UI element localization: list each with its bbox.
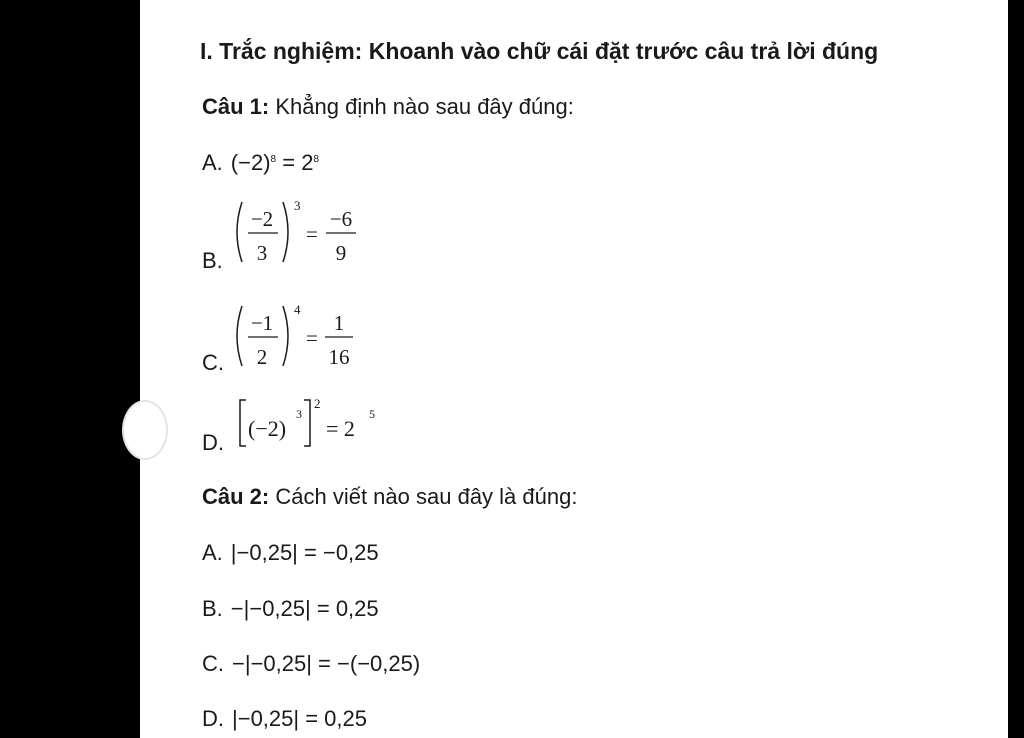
question-1-title [202, 94, 574, 120]
q1-c-right-paren [283, 306, 288, 366]
q2-option-c-letter: C. [202, 651, 224, 676]
q1-c-rhs-denominator: 16 [328, 345, 350, 369]
q1-d-rhs: = 2 [326, 416, 355, 441]
q1-d-inner-exp: 3 [296, 407, 302, 421]
q2-option-c[interactable] [202, 651, 420, 677]
q1-b-rhs-numerator: −6 [329, 207, 353, 231]
q2-option-a[interactable] [202, 540, 379, 566]
q1-b-numerator: −2 [250, 207, 274, 231]
q1-b-power: 3 [294, 198, 301, 213]
q1-option-c-formula[interactable] [232, 300, 372, 380]
q1-option-c-letter[interactable]: C. [202, 350, 224, 375]
q1-option-a-rhs-exp: 8 [313, 154, 319, 165]
q2-option-d[interactable] [202, 706, 367, 732]
q1-c-power: 4 [294, 302, 301, 317]
q1-option-a-rhs: = 2 [282, 150, 314, 175]
right-black-bar [1008, 0, 1024, 738]
q1-option-a-letter: A. [202, 150, 223, 175]
q1-b-denominator: 3 [256, 241, 268, 265]
q1-c-denominator: 2 [256, 345, 268, 369]
q2-option-d-letter: D. [202, 706, 224, 731]
question-2-text: Cách viết nào sau đây là đúng: [269, 484, 578, 509]
question-2-label: Câu 2: [202, 484, 270, 509]
question-1-label: Câu 1: [202, 94, 270, 119]
q1-option-b-formula[interactable] [232, 196, 372, 276]
q1-option-a-exp: 8 [270, 154, 277, 165]
q1-b-right-paren [283, 202, 288, 262]
q1-c-equals: = [306, 326, 318, 350]
q1-c-left-paren [237, 306, 242, 366]
q1-d-outer-exp: 2 [314, 396, 321, 411]
document-content [200, 0, 1000, 738]
q1-option-a-base: (−2) [230, 150, 271, 175]
q1-option-d-formula[interactable] [234, 394, 394, 454]
question-1-text: Khẳng định nào sau đây đúng: [269, 94, 574, 119]
scroll-edge-indicator[interactable] [122, 400, 168, 460]
q1-option-d-letter[interactable]: D. [202, 430, 224, 455]
q1-d-inner: (−2) [248, 416, 287, 441]
q1-b-left-paren [237, 202, 242, 262]
q1-c-rhs-numerator: 1 [333, 311, 345, 335]
question-2-title [202, 484, 577, 510]
left-black-bar [0, 0, 140, 738]
q1-b-equals: = [306, 222, 318, 246]
q1-b-rhs-denominator: 9 [335, 241, 347, 265]
q2-option-d-text: |−0,25| = 0,25 [232, 706, 367, 731]
q1-option-b-letter[interactable]: B. [202, 248, 223, 273]
q1-d-left-bracket [240, 400, 246, 446]
q2-option-a-text: |−0,25| = −0,25 [230, 540, 379, 565]
q1-d-rhs-exp: 5 [369, 407, 375, 421]
q1-c-numerator: −1 [250, 311, 274, 335]
q2-option-b-text: −|−0,25| = 0,25 [230, 596, 379, 621]
q2-option-b-letter: B. [202, 596, 223, 621]
q2-option-c-text: −|−0,25| = −(−0,25) [232, 651, 421, 676]
q1-option-a[interactable] [202, 150, 319, 176]
q2-option-b[interactable] [202, 596, 379, 622]
q2-option-a-letter: A. [202, 540, 223, 565]
section-heading: I. Trắc nghiệm: Khoanh vào chữ cái đặt trước câu trả lời đúng [200, 38, 879, 64]
q1-d-right-bracket [304, 400, 310, 446]
